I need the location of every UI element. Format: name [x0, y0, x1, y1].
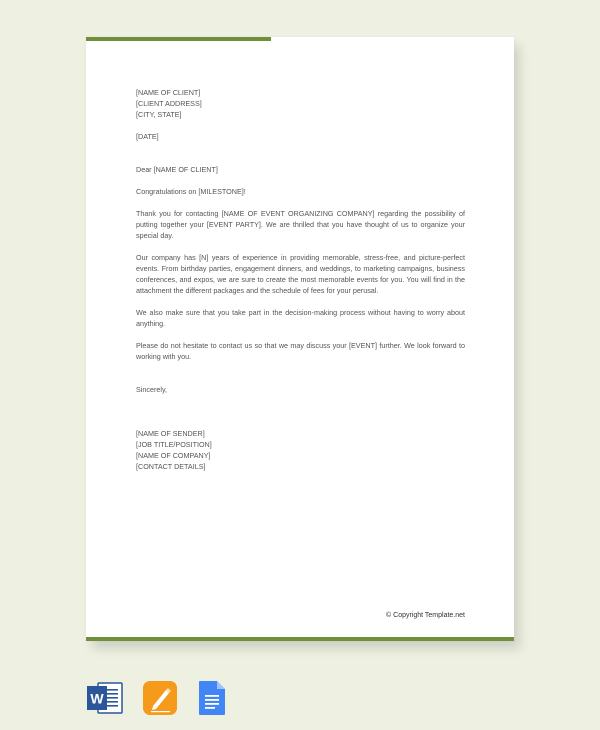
paragraph-2: Our company has [N] years of experience in providing memorable, stress-free, and picture-perfect events. From birthday parties, engagement dinners, and weddings, to marketing campaigns, business conferences, and expos, we are sure to create the most memorable events for you. You will find in the attachment the different packages and the schedule of fees for your perusal.	[136, 253, 465, 295]
letter-body	[136, 87, 465, 472]
word-icon[interactable]	[86, 680, 124, 721]
signature-block	[136, 428, 465, 472]
salutation: Dear [NAME OF CLIENT]	[136, 165, 218, 174]
sender-company: [NAME OF COMPANY]	[136, 451, 211, 460]
letter-page	[86, 37, 514, 641]
recipient-address: [CLIENT ADDRESS]	[136, 99, 202, 108]
google-docs-icon[interactable]	[198, 680, 226, 721]
copyright-notice: © Copyright Template.net	[386, 612, 465, 619]
svg-text:W: W	[90, 690, 104, 707]
top-accent-bar	[86, 37, 271, 41]
recipient-block	[136, 87, 465, 120]
pages-icon[interactable]	[142, 680, 178, 721]
sender-contact: [CONTACT DETAILS]	[136, 462, 206, 471]
sender-title: [JOB TITLE/POSITION]	[136, 440, 212, 449]
opening-line: Congratulations on [MILESTONE]!	[136, 187, 246, 196]
closing: Sincerely,	[136, 385, 168, 394]
letter-date: [DATE]	[136, 132, 159, 141]
paragraph-1: Thank you for contacting [NAME OF EVENT ORGANIZING COMPANY] regarding the possibility of putting together your [EVENT PARTY]. We are thrilled that you have thought of us to organize your special day.	[136, 209, 465, 240]
recipient-city-state: [CITY, STATE]	[136, 110, 182, 119]
paragraph-3: We also make sure that you take part in the decision-making process without having to worry about anything.	[136, 308, 465, 328]
bottom-accent-bar	[86, 637, 514, 641]
paragraph-4: Please do not hesitate to contact us so that we may discuss your [EVENT] further. We look forward to working with you.	[136, 341, 465, 361]
recipient-name: [NAME OF CLIENT]	[136, 88, 201, 97]
sender-name: [NAME OF SENDER]	[136, 429, 205, 438]
